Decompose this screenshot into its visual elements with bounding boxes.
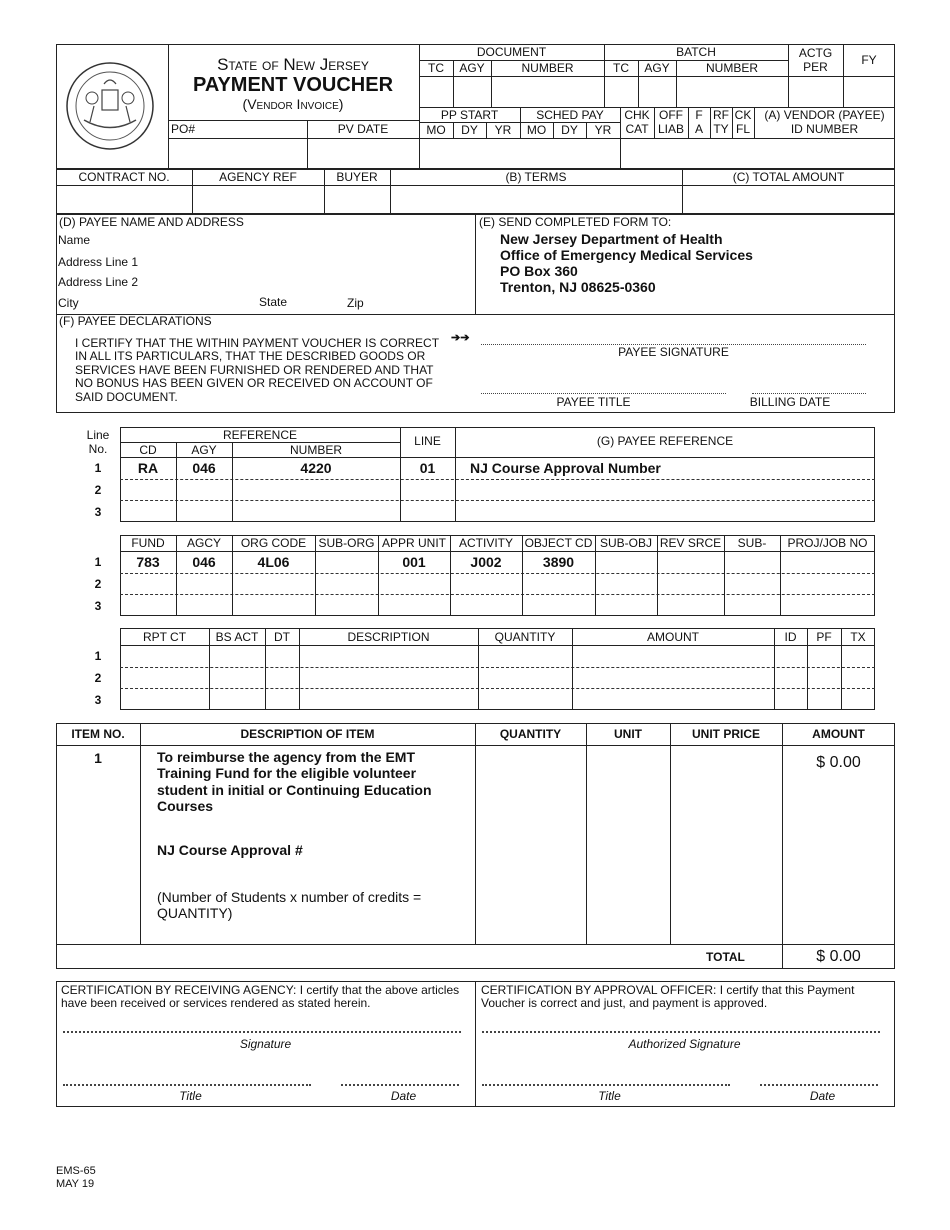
actg-per-label: ACTG PER — [798, 46, 833, 74]
item-no-header: ITEM NO. — [71, 727, 125, 741]
agency-ref-field[interactable] — [193, 186, 323, 213]
item-unit-field[interactable] — [587, 746, 669, 943]
fy-label: FY — [861, 53, 877, 67]
po-label: PO# — [171, 122, 196, 136]
fund-row-no: 2 — [94, 577, 102, 591]
arrow-icon: ➔➔ — [451, 332, 470, 344]
proj-job-no-header: PROJ/JOB NO — [787, 536, 868, 550]
page-title: PAYMENT VOUCHER — [192, 74, 394, 96]
quantity-note-line: QUANTITY) — [157, 905, 233, 921]
item-no-value: 1 — [94, 750, 102, 766]
contract-no-label: CONTRACT NO. — [78, 170, 170, 184]
page-subtitle: (Vendor Invoice) — [242, 96, 344, 112]
ref-line-value[interactable]: 01 — [419, 460, 436, 476]
payee-state-label[interactable]: State — [259, 295, 288, 309]
pp-mo-label: MO — [426, 123, 446, 137]
buyer-field[interactable] — [325, 186, 389, 213]
item-description-line: Courses — [157, 798, 214, 814]
payee-zip-label[interactable]: Zip — [347, 296, 364, 310]
receiving-date-label: Date — [390, 1089, 417, 1103]
send-to-line-4: Trenton, NJ 08625-0360 — [500, 279, 656, 295]
batch-agy-label: AGY — [644, 61, 670, 75]
agcy-value[interactable]: 046 — [192, 554, 216, 570]
ref-number-value[interactable]: 4220 — [300, 460, 332, 476]
payee-heading: (D) PAYEE NAME AND ADDRESS — [59, 215, 244, 229]
billing-date-line[interactable] — [752, 393, 866, 394]
receiving-signature-line[interactable] — [63, 1031, 461, 1033]
batch-tc-label: TC — [613, 61, 629, 75]
fund-row-no: 3 — [94, 599, 102, 613]
terms-field[interactable] — [391, 186, 681, 213]
f-a-label: F A — [694, 108, 703, 136]
reference-label: REFERENCE — [222, 428, 297, 442]
state-seal-icon — [64, 60, 156, 152]
item-unit-price-field[interactable] — [671, 746, 781, 943]
declarations-heading: (F) PAYEE DECLARATIONS — [59, 314, 212, 328]
approval-title-label: Title — [598, 1089, 621, 1103]
approval-title-line[interactable] — [482, 1084, 730, 1086]
pf-header: PF — [816, 630, 832, 644]
ref-agy-label: AGY — [191, 443, 217, 457]
declaration-line-4: NO BONUS HAS BEEN GIVEN OR RECEIVED ON ACCOUNT OF — [75, 376, 433, 390]
org-code-header: ORG CODE — [240, 536, 307, 550]
payee-city-label[interactable]: City — [58, 296, 79, 310]
pp-yr-label: YR — [494, 123, 512, 137]
declaration-line-5: SAID DOCUMENT. — [75, 390, 178, 404]
receiving-title-label: Title — [179, 1089, 202, 1103]
batch-number-label: NUMBER — [705, 61, 758, 75]
ref-row-no: 3 — [94, 505, 102, 519]
document-label: DOCUMENT — [476, 45, 547, 59]
approval-date-label: Date — [809, 1089, 836, 1103]
receiving-signature-label: Signature — [239, 1037, 292, 1051]
pp-dy-label: DY — [461, 123, 478, 137]
doc-agy-label: AGY — [459, 61, 485, 75]
form-number: EMS-65 — [56, 1165, 96, 1177]
approval-date-line[interactable] — [760, 1084, 878, 1086]
appr-unit-header: APPR UNIT — [381, 536, 446, 550]
tx-header: TX — [850, 630, 866, 644]
batch-label: BATCH — [676, 45, 716, 59]
terms-label: (B) TERMS — [505, 170, 567, 184]
approval-signature-line[interactable] — [482, 1031, 880, 1033]
fund-value[interactable]: 783 — [136, 554, 160, 570]
ref-row-no: 1 — [94, 461, 102, 475]
send-to-heading: (E) SEND COMPLETED FORM TO: — [479, 215, 672, 229]
authorized-signature-label: Authorized Signature — [628, 1037, 741, 1051]
ck-fl-label: CK FL — [734, 108, 752, 136]
id-header: ID — [784, 630, 797, 644]
contract-no-field[interactable] — [57, 186, 191, 213]
activity-header: ACTIVITY — [458, 536, 513, 550]
payee-signature-label: PAYEE SIGNATURE — [618, 345, 729, 359]
declaration-line-3: SERVICES HAVE BEEN FURNISHED OR RENDERED AND THAT — [75, 363, 434, 377]
item-quantity-header: QUANTITY — [499, 727, 562, 741]
rpt-row-no: 1 — [94, 649, 102, 663]
off-liab-label: OFF LIAB — [657, 108, 684, 136]
state-title: State of New Jersey — [217, 55, 369, 74]
vendor-id-label: (A) VENDOR (PAYEE) ID NUMBER — [764, 108, 885, 136]
sub-header: SUB- — [737, 536, 767, 550]
item-description-line: Training Fund for the eligible volunteer — [157, 765, 417, 781]
rpt-row-no: 3 — [94, 693, 102, 707]
receiving-date-line[interactable] — [341, 1084, 459, 1086]
fund-row-no: 1 — [94, 555, 102, 569]
item-quantity-field[interactable] — [476, 746, 585, 943]
appr-unit-value[interactable]: 001 — [402, 554, 426, 570]
sp-dy-label: DY — [561, 123, 578, 137]
ref-row-no: 2 — [94, 483, 102, 497]
ref-cd-value[interactable]: RA — [137, 460, 159, 476]
ref-cd-label: CD — [139, 443, 157, 457]
pv-date-label: PV DATE — [337, 122, 389, 136]
amount-header: AMOUNT — [647, 630, 699, 644]
ref-payee-reference-value[interactable]: NJ Course Approval Number — [470, 460, 661, 476]
bs-act-header: BS ACT — [215, 630, 259, 644]
chk-cat-label: CHK CAT — [624, 108, 650, 136]
payee-address2-label[interactable]: Address Line 2 — [58, 275, 139, 289]
description-of-item-header: DESCRIPTION OF ITEM — [240, 727, 375, 741]
quantity-note-line: (Number of Students x number of credits = — [157, 889, 422, 905]
doc-tc-label: TC — [428, 61, 444, 75]
doc-number-label: NUMBER — [521, 61, 574, 75]
sp-mo-label: MO — [526, 123, 547, 137]
receiving-title-line[interactable] — [63, 1084, 311, 1086]
item-description-line: To reimburse the agency from the EMT — [157, 749, 416, 765]
rpt-ct-header: RPT CT — [142, 630, 187, 644]
total-amount-field[interactable] — [683, 186, 894, 213]
declaration-line-2: IN ALL ITS PARTICULARS, THAT THE DESCRIBED GOODS OR — [75, 349, 426, 363]
send-to-line-1: New Jersey Department of Health — [500, 231, 723, 247]
line-no-label: Line No. — [86, 428, 110, 456]
course-approval-label: NJ Course Approval # — [157, 842, 303, 858]
rpt-row-no: 2 — [94, 671, 102, 685]
org-code-value[interactable]: 4L06 — [257, 554, 290, 570]
sp-yr-label: YR — [594, 123, 612, 137]
rf-ty-label: RF TY — [713, 108, 729, 136]
activity-value[interactable]: J002 — [470, 554, 502, 570]
payee-name-label[interactable]: Name — [58, 233, 91, 247]
send-to-line-2: Office of Emergency Medical Services — [500, 247, 753, 263]
approval-cert-line: CERTIFICATION BY APPROVAL OFFICER: I certify that this Payment — [481, 983, 855, 997]
form-revision: MAY 19 — [56, 1178, 95, 1190]
dt-header: DT — [274, 630, 290, 644]
payee-address1-label[interactable]: Address Line 1 — [58, 255, 139, 269]
object-cd-header: OBJECT CD — [524, 536, 593, 550]
object-cd-value[interactable]: 3890 — [542, 554, 575, 570]
send-to-line-3: PO Box 360 — [500, 263, 578, 279]
fund-header: FUND — [131, 536, 165, 550]
agency-ref-label: AGENCY REF — [219, 170, 297, 184]
item-description-line: student in initial or Continuing Education — [157, 782, 432, 798]
quantity-header: QUANTITY — [494, 630, 556, 644]
receiving-cert-line: CERTIFICATION BY RECEIVING AGENCY: I certify that the above articles — [61, 983, 460, 997]
sub-org-header: SUB-ORG — [318, 536, 375, 550]
ref-number-label: NUMBER — [289, 443, 342, 457]
ref-line-label: LINE — [414, 434, 441, 448]
total-amount-value[interactable]: $ 0.00 — [816, 948, 861, 965]
ref-agy-value[interactable]: 046 — [192, 460, 216, 476]
payee-reference-label: (G) PAYEE REFERENCE — [596, 434, 734, 448]
approval-cert-line: Voucher is correct and just, and payment is approved. — [481, 996, 768, 1010]
description-header: DESCRIPTION — [347, 630, 430, 644]
item-amount-value[interactable]: $ 0.00 — [816, 754, 861, 771]
agcy-header: AGCY — [186, 536, 221, 550]
buyer-label: BUYER — [336, 170, 378, 184]
sched-pay-label: SCHED PAY — [536, 108, 604, 122]
sub-obj-header: SUB-OBJ — [599, 536, 652, 550]
billing-date-label: BILLING DATE — [749, 395, 831, 409]
receiving-cert-line: have been received or services rendered as stated herein. — [61, 996, 371, 1010]
rev-srce-header: REV SRCE — [659, 536, 722, 550]
item-amount-header: AMOUNT — [812, 727, 865, 741]
item-unit-price-header: UNIT PRICE — [691, 727, 760, 741]
payee-title-label: PAYEE TITLE — [556, 395, 631, 409]
total-amount-label: (C) TOTAL AMOUNT — [732, 170, 845, 184]
declaration-line-1: I CERTIFY THAT THE WITHIN PAYMENT VOUCHER IS CORRECT — [75, 336, 440, 350]
total-label: TOTAL — [706, 950, 745, 964]
payee-title-line[interactable] — [481, 393, 726, 394]
pp-start-label: PP START — [440, 108, 499, 122]
item-unit-header: UNIT — [614, 727, 642, 741]
